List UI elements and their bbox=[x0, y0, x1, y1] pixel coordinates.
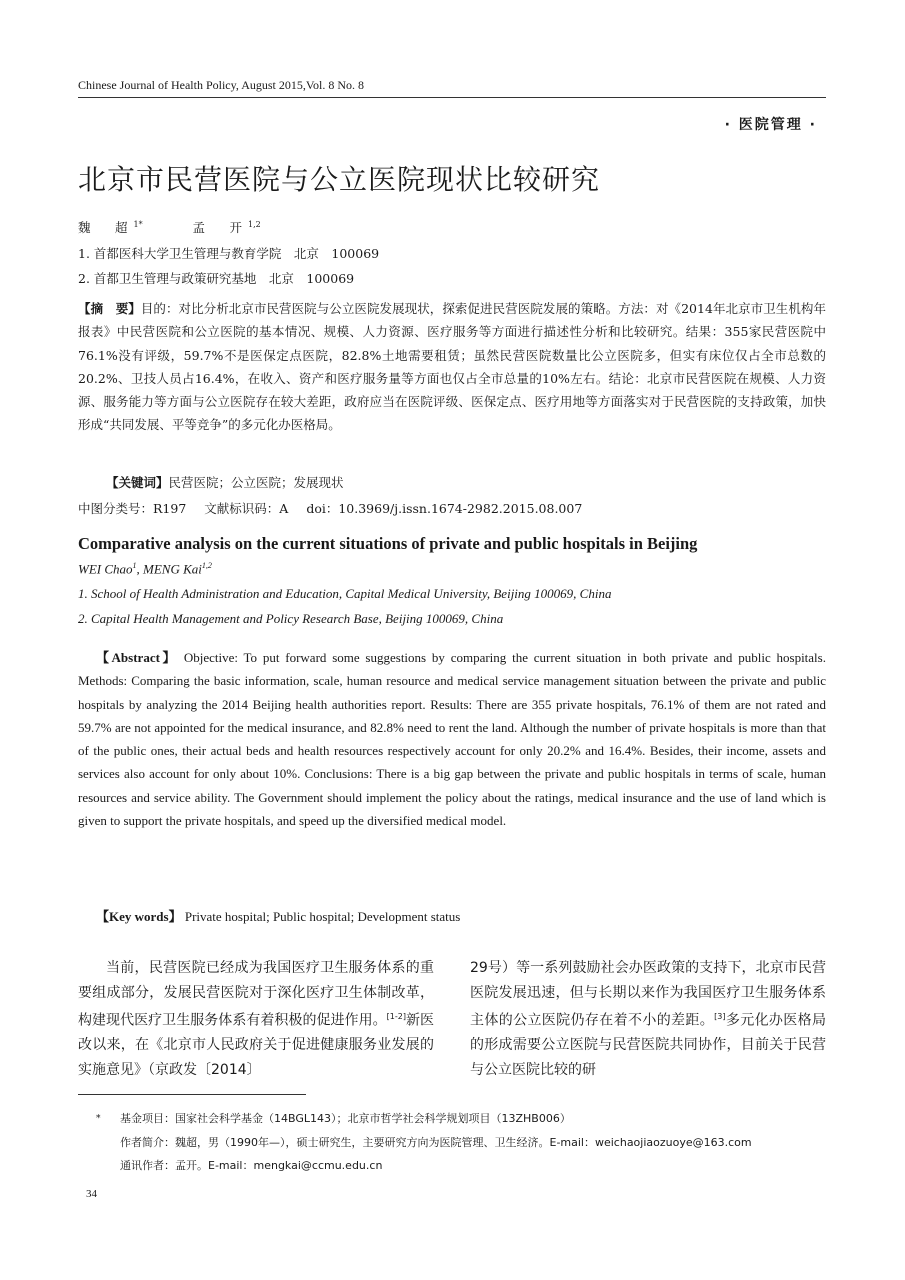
author-en-1: WEI Chao bbox=[78, 561, 133, 577]
header-rule bbox=[78, 97, 826, 98]
body-column-right bbox=[470, 956, 826, 1082]
journal-header: Chinese Journal of Health Policy, August 2015,Vol. 8 No. 8 bbox=[78, 78, 364, 92]
keywords-en bbox=[96, 906, 460, 925]
affiliation-en-1: 1. School of Health Administration and Education, Capital Medical University, Beijing 100069, China bbox=[78, 586, 612, 601]
footnote-author-bio: 作者简介：魏超，男（1990年—），硕士研究生，主要研究方向为医院管理、卫生经济。E-mail：weichaojiaozuoye@163.com bbox=[120, 1136, 752, 1149]
authors-cn bbox=[78, 218, 261, 236]
author-en-2-sup: 1,2 bbox=[201, 561, 212, 570]
author-2-sup: 1,2 bbox=[248, 219, 261, 229]
citation-ref: [3] bbox=[714, 1012, 726, 1021]
body-left-text-b: 新医改以来，在《北京市人民政府关于促进健康服务业发展的实施意见》（京政发〔2014〕 bbox=[78, 1012, 435, 1078]
abstract-cn-label: 【摘 要】 bbox=[78, 301, 141, 316]
authors-en: WEI Chao$^1$, MENG Kai$^{1,2}$ bbox=[78, 561, 212, 577]
classification-line bbox=[78, 499, 582, 517]
author-1-sup: 1* bbox=[133, 219, 143, 229]
keywords-en-label: 【Key words】 bbox=[96, 909, 182, 924]
article-title-en: Comparative analysis on the current situations of private and public hospitals in Beijing bbox=[78, 534, 698, 553]
abstract-en bbox=[78, 646, 826, 832]
author-1: 魏 超 bbox=[78, 220, 134, 235]
doc-code: 文献标识码：A bbox=[204, 501, 289, 516]
keywords-cn bbox=[106, 473, 344, 491]
author-en-1-sup: 1 bbox=[132, 561, 137, 570]
clc-code: 中图分类号：R197 bbox=[78, 501, 187, 516]
section-tag: · 医院管理 · bbox=[724, 117, 817, 133]
page-number: 34 bbox=[86, 1188, 97, 1200]
keywords-cn-text: 民营医院；公立医院；发展现状 bbox=[168, 475, 344, 490]
body-left-text-a: 当前，民营医院已经成为我国医疗卫生服务体系的重要组成部分，发展民营医院对于深化医疗卫生体制改革，构建现代医疗卫生服务体系有着积极的促进作用。 bbox=[78, 960, 434, 1029]
abstract-cn bbox=[78, 297, 826, 437]
body-right-text-b: 多元化办医格局的形成需要公立医院与民营医院共同协作，目前关于民营与公立医院比较的研 bbox=[470, 1012, 827, 1078]
footnote-rule bbox=[78, 1094, 306, 1095]
affiliation-cn-1: 1. 首都医科大学卫生管理与教育学院 北京 100069 bbox=[78, 246, 380, 261]
doi: doi：10.3969/j.issn.1674-2982.2015.08.007 bbox=[306, 501, 583, 516]
abstract-cn-text: 目的：对比分析北京市民营医院与公立医院发展现状，探索促进民营医院发展的策略。方法：对《2014年北京市卫生机构年报表》中民营医院和公立医院的基本情况、规模、人力资源、医疗服务等方面进行描述性分析和比较研究。结果：355家民营医院中76.1%没有评级，59.7%不是医保定点医院，82.8%土地需要租赁；虽然民营医院数量比公立医院多，但实有床位仅占全市总数的20.2%、卫技人员占16.4%，在收入、资产和医疗服务量等方面也仅占全市总量的10%左右。结论：北京市民营医院在规模、人力资源、服务能力等方面与公立医院存在较大差距，政府应当在医院评级、医保定点、医疗用地等方面落实对于民营医院的支持政策，加快形成“共同发展、平等竞争”的多元化办医格局。 bbox=[78, 301, 826, 433]
affiliation-en-2: 2. Capital Health Management and Policy Research Base, Beijing 100069, China bbox=[78, 611, 504, 626]
abstract-en-text: Objective: To put forward some suggestions by comparing the current situation in both private and public hospitals. Methods: Comparing the basic information, scale, human resource and medical service management situation between the private and public hospitals by analyzing the 2014 Beijing health authorities report. Results: There are 355 private hospitals, 76.1% of them are not rated and 59.7% are not appointed for the medical insurance, and 82.8% need to rent the land. Although the number of private hospitals is more than that of the public ones, their actual beds and health resources respectively account for only 20.2% and 16.4%. Besides, their income, assets and services also account for only about 10%. Conclusions: There is a big gap between the private and public hospitals in terms of scale, human resources and service ability. The Government should implement the policy about the ratings, medical insurance and the use of land which is given to support the private hospitals, and speed up the diversified medical model. bbox=[78, 650, 826, 829]
author-2: 孟 开 bbox=[192, 220, 248, 235]
citation-ref: [1-2] bbox=[386, 1012, 406, 1021]
footnote-star: * bbox=[96, 1114, 101, 1124]
body-column-left bbox=[78, 956, 434, 1082]
author-en-2: MENG Kai bbox=[143, 561, 202, 577]
keywords-cn-label: 【关键词】 bbox=[106, 475, 169, 490]
footnote-funding: 基金项目：国家社会科学基金（14BGL143）；北京市哲学社会科学规划项目（13ZHB006） bbox=[120, 1112, 571, 1125]
body-right-text-a: 29号）等一系列鼓励社会办医政策的支持下，北京市民营医院发展迅速，但与长期以来作为我国医疗卫生服务体系主体的公立医院仍存在着不小的差距。 bbox=[470, 960, 826, 1029]
abstract-en-label: 【Abstract】 bbox=[96, 650, 179, 665]
footnote-corresponding: 通讯作者：孟开。E-mail：mengkai@ccmu.edu.cn bbox=[120, 1159, 383, 1172]
keywords-en-text: Private hospital; Public hospital; Development status bbox=[184, 909, 461, 924]
affiliation-cn-2: 2. 首都卫生管理与政策研究基地 北京 100069 bbox=[78, 271, 355, 286]
article-title: 北京市民营医院与公立医院现状比较研究 bbox=[78, 163, 601, 196]
